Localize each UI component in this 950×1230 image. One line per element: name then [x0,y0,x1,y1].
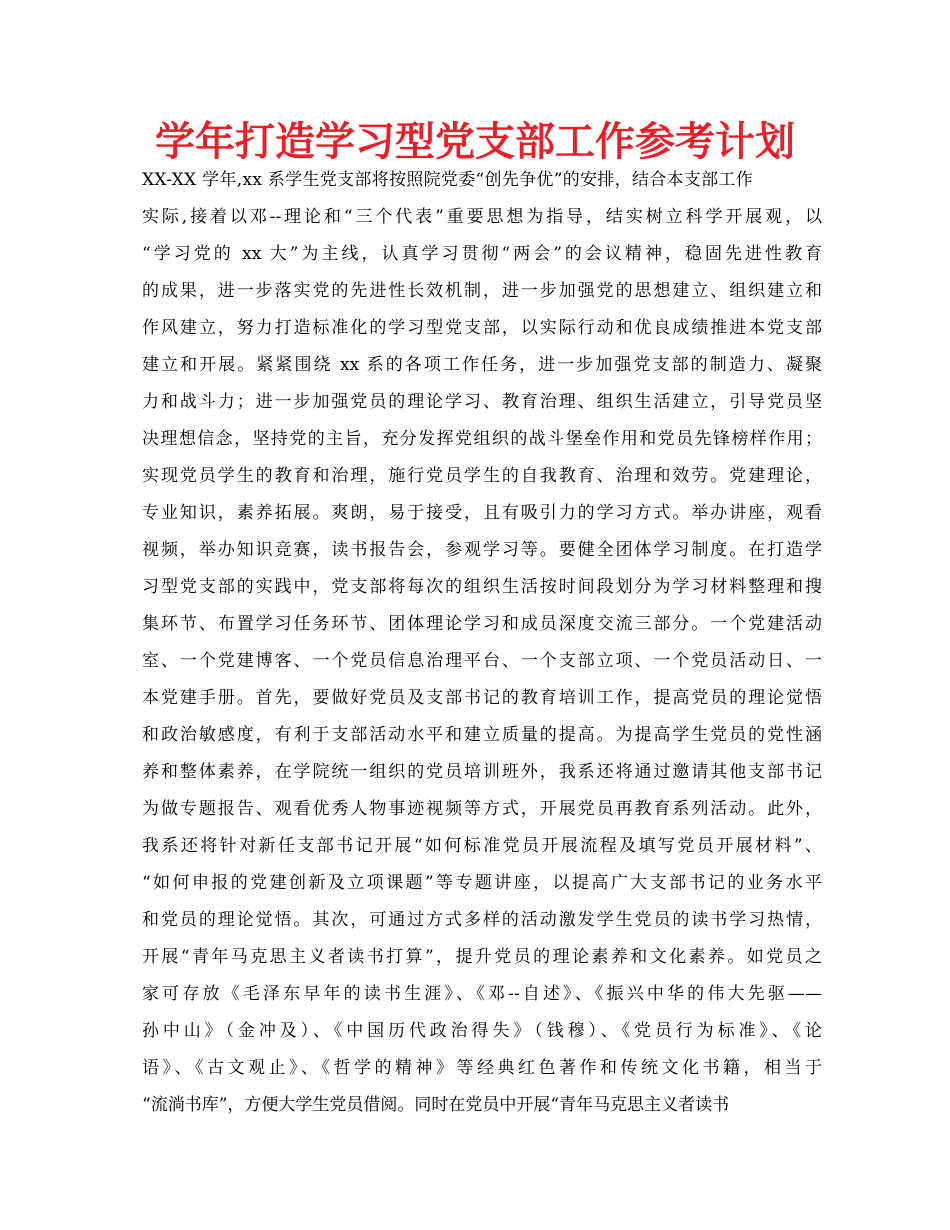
document-body [142,162,822,1124]
paragraph-line: 为做专题报告、观看优秀人物事迹视频等方式，开展党员再教育系列活动。此外， [142,799,822,819]
paragraph-line: “如何申报的党建创新及立项课题”等专题讲座，以提高广大支部书记的业务水平 [142,873,822,893]
paragraph-line: 的成果，进一步落实党的先进性长效机制，进一步加强党的思想建立、组织建立和 [142,281,822,301]
paragraph-line: 决理想信念，坚持党的主旨，充分发挥党组织的战斗堡垒作用和党员先锋榜样作用； [142,429,822,449]
paragraph-line: 习型党支部的实践中，党支部将每次的组织生活按时间段划分为学习材料整理和搜 [142,577,822,597]
paragraph-line: 和政治敏感度，有利于支部活动水平和建立质量的提高。为提高学生党员的党性涵 [142,725,822,745]
document-title: 学年打造学习型党支部工作参考计划 [155,119,795,165]
paragraph-line: 开展“青年马克思主义者读书打算”，提升党员的理论素养和文化素养。如党员之 [142,947,822,967]
paragraph-line: “流淌书库”，方便大学生党员借阅。同时在党员中开展“青年马克思主义者读书 [142,1095,730,1115]
paragraph-line: 室、一个党建博客、一个党员信息治理平台、一个支部立项、一个党员活动日、一 [142,651,822,671]
paragraph-line: 和党员的理论觉悟。其次，可通过方式多样的活动激发学生党员的读书学习热情， [142,910,822,930]
paragraph-line: 作风建立，努力打造标准化的学习型党支部，以实际行动和优良成绩推进本党支部 [142,318,822,338]
paragraph-line: 实际,接着以邓--理论和“三个代表”重要思想为指导，结实树立科学开展观，以 [142,207,822,227]
paragraph-line: XX-XX 学年,xx 系学生党支部将按照院党委“创先争优”的安排，结合本支部工作 [142,170,754,190]
paragraph-line: 养和整体素养，在学院统一组织的党员培训班外，我系还将通过邀请其他支部书记 [142,762,822,782]
paragraph-line: 本党建手册。首先，要做好党员及支部书记的教育培训工作，提高党员的理论觉悟 [142,688,822,708]
paragraph-line: 视频，举办知识竞赛，读书报告会，参观学习等。要健全团体学习制度。在打造学 [142,540,822,560]
paragraph-line: “学习党的 xx 大”为主线，认真学习贯彻“两会”的会议精神，稳固先进性教育 [142,244,822,264]
paragraph-line: 实现党员学生的教育和治理，施行党员学生的自我教育、治理和效劳。党建理论， [142,466,822,486]
paragraph-line: 建立和开展。紧紧围绕 xx 系的各项工作任务，进一步加强党支部的制造力、凝聚 [142,355,822,375]
paragraph-line: 我系还将针对新任支部书记开展“如何标准党员开展流程及填写党员开展材料”、 [142,836,822,856]
paragraph-line: 集环节、布置学习任务环节、团体理论学习和成员深度交流三部分。一个党建活动 [142,614,822,634]
paragraph-line: 家可存放《毛泽东早年的读书生涯》、《邓--自述》、《振兴中华的伟大先驱—— [142,984,822,1004]
paragraph-line: 语》、《古文观止》、《哲学的精神》等经典红色著作和传统文化书籍，相当于 [142,1058,822,1078]
paragraph-line: 孙中山》（金冲及）、《中国历代政治得失》（钱穆）、《党员行为标准》、《论 [142,1021,822,1041]
paragraph-line: 专业知识，素养拓展。爽朗，易于接受，且有吸引力的学习方式。举办讲座，观看 [142,503,822,523]
paragraph-line: 力和战斗力；进一步加强党员的理论学习、教育治理、组织生活建立，引导党员坚 [142,392,822,412]
